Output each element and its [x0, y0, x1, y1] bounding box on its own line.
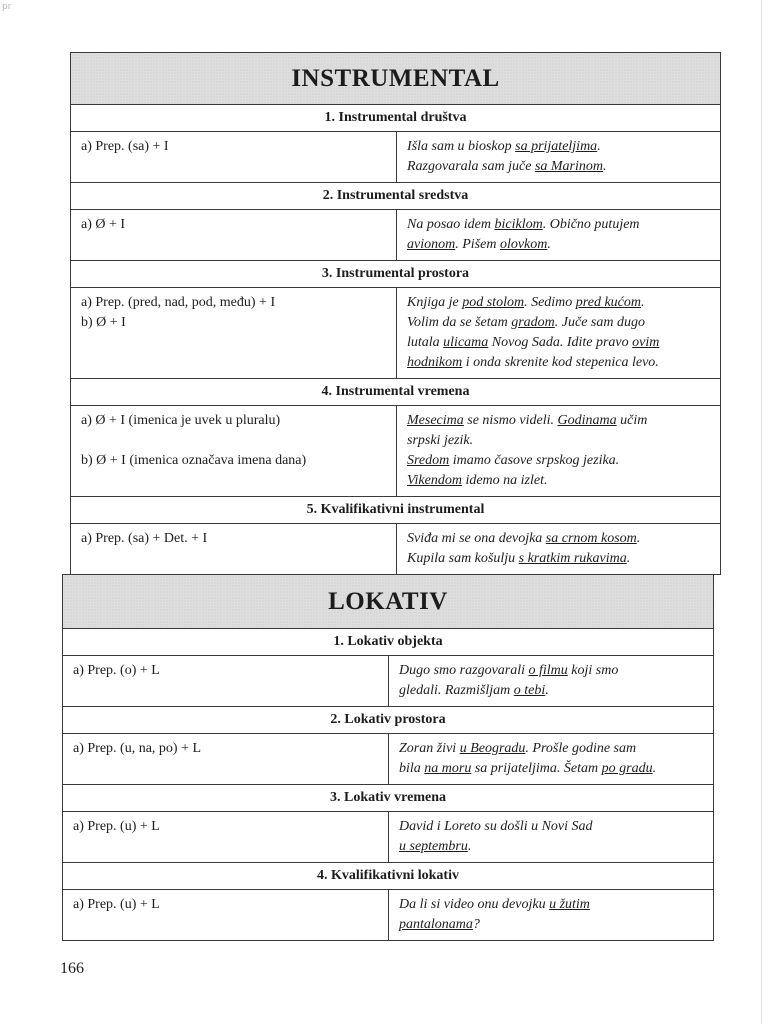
- page-number: 166: [60, 960, 84, 977]
- scan-corner-mark: pr: [2, 2, 12, 12]
- rule-text: a) Prep. (sa) + Det. + I: [81, 531, 208, 546]
- rule-cell: [71, 406, 397, 497]
- section-heading: 3. Instrumental prostora: [71, 261, 721, 288]
- table-row: [63, 734, 714, 785]
- table-row: [71, 524, 721, 575]
- rule-cell: [63, 656, 389, 707]
- section-heading: 4. Instrumental vremena: [71, 379, 721, 406]
- example-cell: Išla sam u bioskop sa prijateljima. Razgovarala sam juče sa Marinom.: [397, 132, 721, 183]
- instrumental-table: [70, 52, 721, 575]
- example-cell: David i Loreto su došli u Novi Sad u septembru.: [389, 812, 714, 863]
- table-row: [63, 812, 714, 863]
- instrumental-heading: INSTRUMENTAL: [71, 53, 721, 105]
- section-heading: 2. Lokativ prostora: [63, 707, 714, 734]
- example-cell: Mesecima se nismo videli. Godinama učim srpski jezik. Sredom imamo časove srpskog jezika. Vikendom idemo na izlet.: [397, 406, 721, 497]
- rule-text: a) Prep. (o) + L: [73, 663, 160, 678]
- table-row: [71, 288, 721, 379]
- rule-text: a) Prep. (sa) + I: [81, 139, 169, 154]
- rule-cell: [71, 132, 397, 183]
- section-heading: 3. Lokativ vremena: [63, 785, 714, 812]
- rule-cell: [63, 734, 389, 785]
- page-edge-line: [761, 0, 762, 1024]
- lokativ-heading: LOKATIV: [63, 575, 714, 629]
- rule-text: a) Prep. (u) + L: [73, 897, 160, 912]
- lokativ-table: [62, 574, 714, 941]
- example-cell: Dugo smo razgovarali o filmu koji smo gledali. Razmišljam o tebi.: [389, 656, 714, 707]
- example-cell: Knjiga je pod stolom. Sedimo pred kućom. Volim da se šetam gradom. Juče sam dugo lutala ulicama Novog Sada. Idite pravo ovim hodnikom i onda skrenite kod stepenica levo.: [397, 288, 721, 379]
- table-row: [71, 406, 721, 497]
- section-heading: 4. Kvalifikativni lokativ: [63, 863, 714, 890]
- rule-cell: [71, 524, 397, 575]
- rule-text: b) Ø + I (imenica označava imena dana): [81, 453, 307, 468]
- rule-text: b) Ø + I: [81, 315, 126, 330]
- section-heading: 5. Kvalifikativni instrumental: [71, 497, 721, 524]
- rule-text: a) Prep. (u) + L: [73, 819, 160, 834]
- example-cell: Da li si video onu devojku u žutim pantalonama?: [389, 890, 714, 941]
- table-row: [71, 210, 721, 261]
- example-cell: Sviđa mi se ona devojka sa crnom kosom. Kupila sam košulju s kratkim rukavima.: [397, 524, 721, 575]
- rule-cell: [71, 210, 397, 261]
- rule-text: a) Ø + I: [81, 217, 126, 232]
- table-row: [71, 132, 721, 183]
- rule-cell: [63, 812, 389, 863]
- example-cell: Na posao idem biciklom. Obično putujem avionom. Pišem olovkom.: [397, 210, 721, 261]
- rule-text: a) Prep. (u, na, po) + L: [73, 741, 202, 756]
- table-row: [63, 656, 714, 707]
- section-heading: 1. Instrumental društva: [71, 105, 721, 132]
- section-heading: 2. Instrumental sredstva: [71, 183, 721, 210]
- rule-text: a) Ø + I (imenica je uvek u pluralu): [81, 413, 281, 428]
- rule-cell: [71, 288, 397, 379]
- rule-text: a) Prep. (pred, nad, pod, među) + I: [81, 295, 276, 310]
- example-cell: Zoran živi u Beogradu. Prošle godine sam bila na moru sa prijateljima. Šetam po gradu.: [389, 734, 714, 785]
- table-row: [63, 890, 714, 941]
- rule-cell: [63, 890, 389, 941]
- section-heading: 1. Lokativ objekta: [63, 629, 714, 656]
